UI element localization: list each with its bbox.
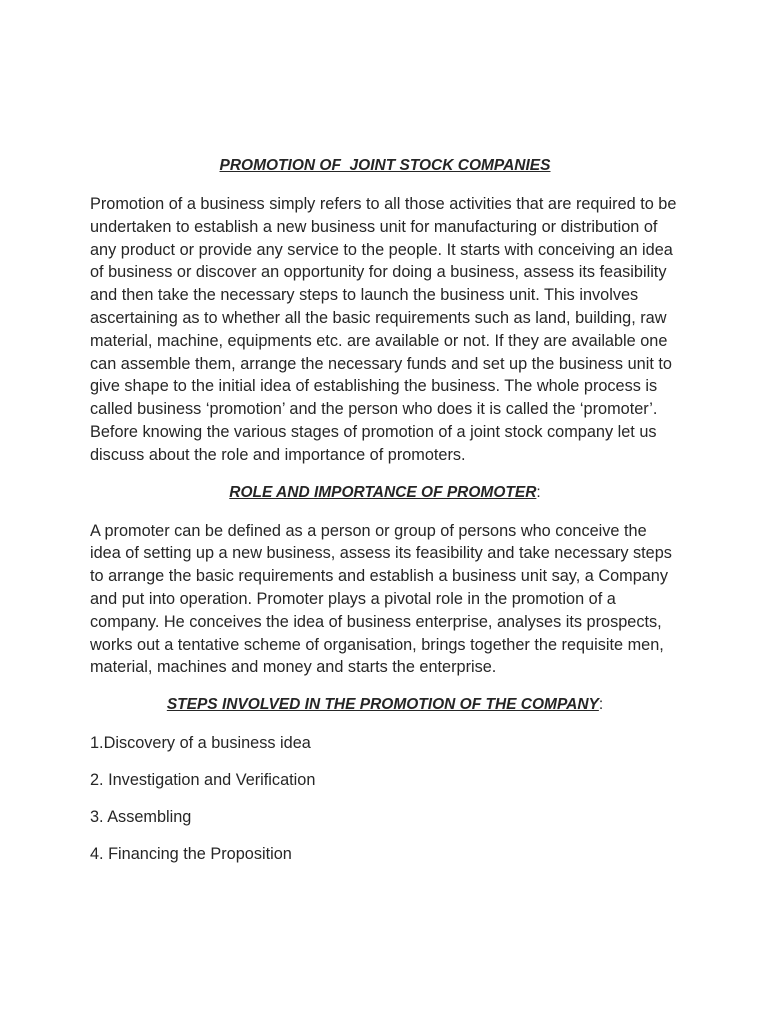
role-heading xyxy=(90,482,680,504)
intro-paragraph: Promotion of a business simply refers to all those activities that are required to be undertaken to establish a new business unit for manufacturing or distribution of any product or provide any service to the people. It starts with conceiving an idea of business or discover an opportunity for doing a business, assess its feasibility and then take the necessary steps to launch the business unit. This involves ascertaining as to whether all the basic requirements such as land, building, raw material, machine, equipments etc. are available or not. If they are available one can assemble them, arrange the necessary funds and set up the business unit to give shape to the initial idea of establishing the business. The whole process is called business ‘promotion’ and the person who does it is called the ‘promoter’. Before knowing the various stages of promotion of a joint stock company let us discuss about the role and importance of promoters. xyxy=(90,195,677,464)
step-item-3: 3. Assembling xyxy=(90,808,192,827)
role-paragraph: A promoter can be defined as a person or group of persons who conceive the idea of setting up a new business, assess its feasibility and take necessary steps to arrange the basic requirements and establish a business unit say, a Company and put into operation. Promoter plays a pivotal role in the promotion of a company. He conceives the idea of business enterprise, analyses its prospects, works out a tentative scheme of organisation, brings together the requisite men, material, machines and money and starts the enterprise. xyxy=(90,521,672,677)
step-item-1: 1.Discovery of a business idea xyxy=(90,734,311,753)
steps-heading-colon: : xyxy=(598,696,604,714)
steps-heading-text: STEPS INVOLVED IN THE PROMOTION OF THE COMPANY xyxy=(166,696,599,714)
role-heading-colon: : xyxy=(536,483,541,501)
step-item-2: 2. Investigation and Verification xyxy=(90,771,316,790)
role-heading-text: ROLE AND IMPORTANCE OF PROMOTER xyxy=(229,483,537,501)
document-page xyxy=(90,155,680,881)
steps-heading xyxy=(90,694,680,716)
step-item-4: 4. Financing the Proposition xyxy=(90,845,292,864)
steps-list xyxy=(90,732,680,866)
document-title-text: PROMOTION OF JOINT STOCK COMPANIES xyxy=(219,157,551,174)
document-title xyxy=(90,155,680,177)
